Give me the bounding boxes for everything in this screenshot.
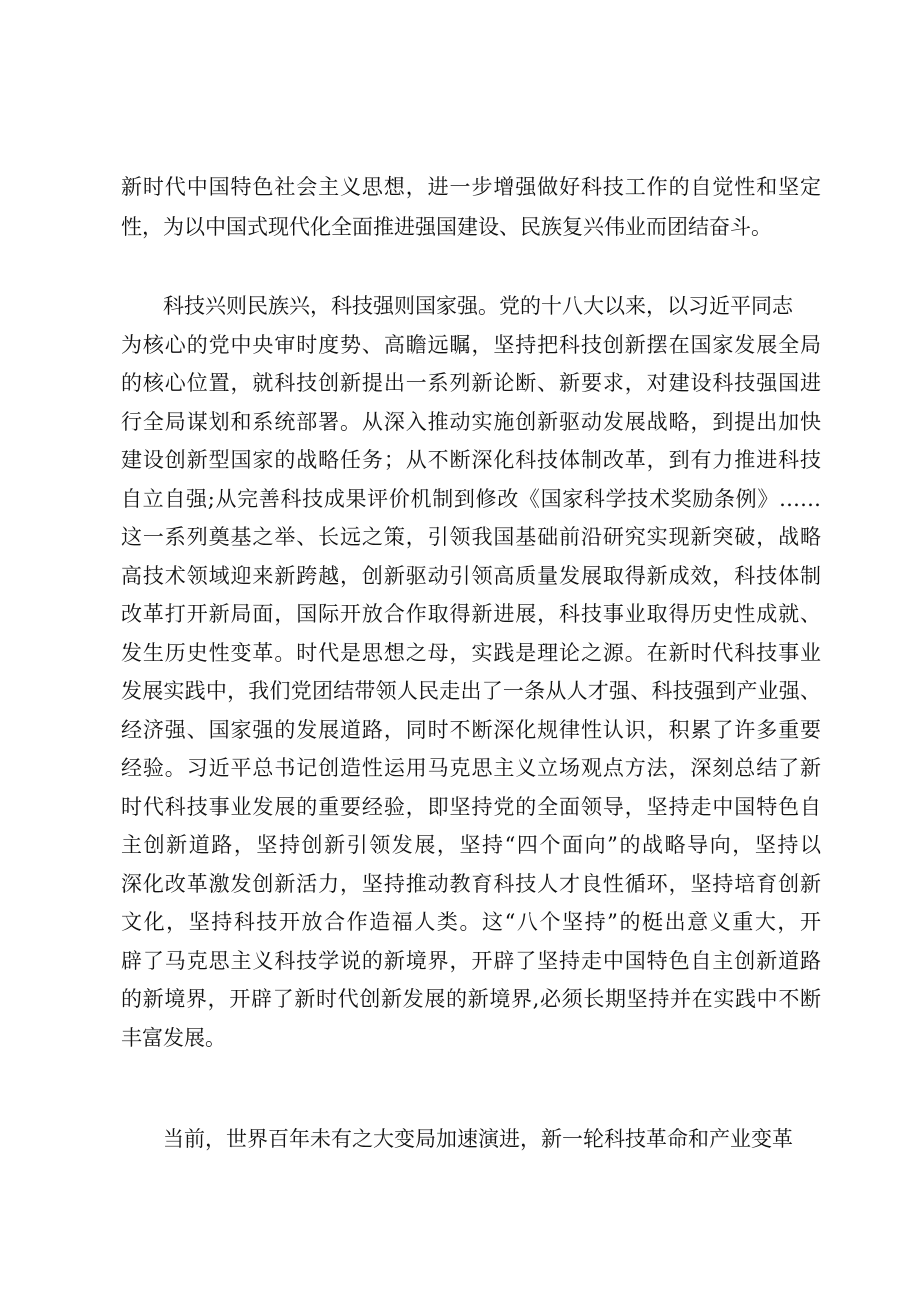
text-line: 丰富发展。 xyxy=(121,1025,226,1050)
text-line: 性，为以中国式现代化全面推进强国建设、民族复兴伟业而团结奋斗。 xyxy=(121,215,772,239)
text-line: 为核心的党中央审时度势、高瞻远瞩，坚持把科技创新摆在国家发展全局 xyxy=(121,332,821,357)
text-line: 科技兴则民族兴，科技强则国家强。党的十八大以来，以习近平同志 xyxy=(163,294,793,318)
text-line: 建设创新型国家的战略任务；从不断深化科技体制改革，到有力推进科技 xyxy=(121,448,821,472)
paragraph-3 xyxy=(121,1119,821,1159)
text-line: 主创新道路，坚持创新引领发展，坚持“四个面向”的战略导向，坚持以 xyxy=(121,833,821,857)
text-line: 发展实践中，我们党团结带领人民走出了一条从人才强、科技强到产业强、 xyxy=(121,679,821,703)
text-line: 发生历史性变革。时代是思想之母，实践是理论之源。在新时代科技事业 xyxy=(121,640,821,665)
text-line: 辟了马克思主义科技学说的新境界，开辟了坚持走中国特色自主创新道路 xyxy=(121,948,821,973)
paragraph-2 xyxy=(121,287,821,1057)
text-line: 经济强、国家强的发展道路，同时不断深化规律性认识，积累了许多重要 xyxy=(121,717,821,742)
text-line: 行全局谋划和系统部署。从深入推动实施创新驱动发展战略，到提出加快 xyxy=(121,409,821,434)
text-line: 自立自强;从完善科技成果评价机制到修改《国家科学技术奖励条例》…… xyxy=(121,486,821,511)
text-line: 文化，坚持科技开放合作造福人类。这“八个坚持”的梃出意义重大，开 xyxy=(121,910,821,934)
text-line: 深化改革激发创新活力，坚持推动教育科技人才良性循环，坚持培育创新 xyxy=(121,871,821,896)
text-line: 新时代中国特色社会主义思想，进一步增强做好科技工作的自觉性和坚定 xyxy=(121,175,821,199)
text-line: 改革打开新局面，国际开放合作取得新进展，科技事业取得历史性成就、 xyxy=(121,602,821,626)
text-line: 时代科技事业发展的重要经验，即坚持党的全面领导，坚持走中国特色自 xyxy=(121,794,821,819)
text-line: 高技术领域迎来新跨越，创新驱动引领高质量发展取得新成效，科技体制 xyxy=(121,563,821,588)
text-line: 经验。习近平总书记创造性运用马克思主义立场观点方法，深刻总结了新 xyxy=(121,756,821,780)
text-line: 的新境界，开辟了新时代创新发展的新境界,必须长期坚持并在实践中不断 xyxy=(121,987,821,1011)
text-line: 的核心位置，就科技创新提出一系列新论断、新要求，对建设科技强国进 xyxy=(121,371,821,395)
text-line: 当前，世界百年未有之大变局加速演进，新一轮科技革命和产业变革 xyxy=(163,1127,793,1151)
paragraph-1 xyxy=(121,167,821,247)
text-line: 这一系列奠基之举、长远之策，引领我国基础前沿研究实现新突破，战略 xyxy=(121,525,821,549)
